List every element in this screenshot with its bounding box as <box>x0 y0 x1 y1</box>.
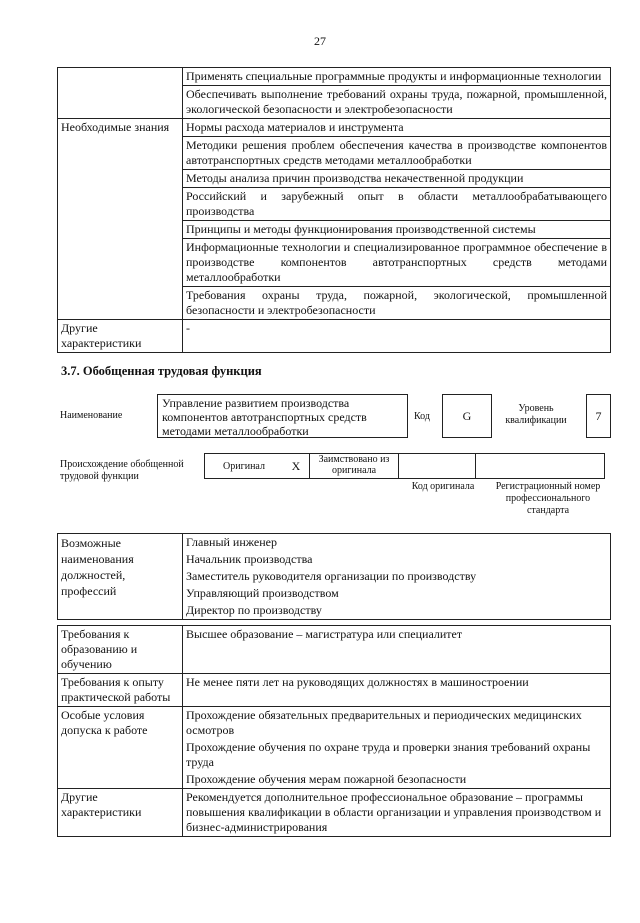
section-title: 3.7. Обобщенная трудовая функция <box>61 364 262 378</box>
original-cell: Оригинал <box>205 454 284 479</box>
table-row <box>58 626 611 674</box>
name-label: Наименование <box>60 410 123 421</box>
table-cell: Требования охраны труда, пожарной, экологической, промышленной безопасности и электробезопасности <box>183 287 611 320</box>
table-row <box>58 534 611 552</box>
level-label: Уровень квалификации <box>505 403 567 426</box>
positions-label: Возможные наименования должностей, профессий <box>58 534 183 620</box>
position-item: Начальник производства <box>183 551 611 568</box>
skills-knowledge-table <box>57 67 611 353</box>
table-cell: Обеспечивать выполнение требований охраны труда, пожарной, промышленной, экологической безопасности и электробезопасности <box>183 86 611 119</box>
positions-table <box>57 533 611 620</box>
table-row <box>58 707 611 740</box>
admission-line: Прохождение обязательных предварительных и периодических медицинских осмотров <box>183 707 611 740</box>
reg-number-caption: Регистрационный номер профессионального стандарта <box>495 481 601 516</box>
education-label: Требования к образованию и обучению <box>58 626 183 674</box>
experience-label: Требования к опыту практической работы <box>58 674 183 707</box>
position-item: Управляющий производством <box>183 585 611 602</box>
table-cell: Нормы расхода материалов и инструмента <box>183 119 611 137</box>
table-cell: Применять специальные программные продукты и информационные технологии <box>183 68 611 86</box>
table-cell: Информационные технологии и специализированное программное обеспечение в производстве компонентов автотранспортных средств методами металлообработки <box>183 239 611 287</box>
borrowed-cell: Заимствовано из оригинала <box>310 454 399 479</box>
requirements-table <box>57 625 611 837</box>
position-item: Директор по производству <box>183 602 611 620</box>
code-value-box: G <box>442 394 492 438</box>
reg-number-cell <box>476 454 605 479</box>
table-cell: Российский и зарубежный опыт в области металлообрабатывающего производства <box>183 188 611 221</box>
row-label-knowledge: Необходимые знания <box>58 119 183 320</box>
table-row <box>58 320 611 353</box>
table-cell: Принципы и методы функционирования производственной системы <box>183 221 611 239</box>
origin-table <box>204 453 605 479</box>
code-original-caption: Код оригинала <box>411 481 475 492</box>
table-row <box>205 454 605 479</box>
code-label: Код <box>414 411 430 422</box>
code-original-cell <box>399 454 476 479</box>
table-cell: Методики решения проблем обеспечения качества в производстве компонентов автотранспортных средств методами металлообработки <box>183 137 611 170</box>
table-cell: - <box>183 320 611 353</box>
admission-line: Прохождение обучения мерам пожарной безопасности <box>183 771 611 789</box>
education-value: Высшее образование – магистратура или специалитет <box>183 626 611 674</box>
table-cell: Методы анализа причин производства некачественной продукции <box>183 170 611 188</box>
original-mark: X <box>283 454 310 479</box>
origin-label: Происхождение обобщенной трудовой функции <box>60 459 184 482</box>
other-label: Другие характеристики <box>58 789 183 837</box>
position-item: Заместитель руководителя организации по производству <box>183 568 611 585</box>
admission-label: Особые условия допуска к работе <box>58 707 183 789</box>
admission-line: Прохождение обучения по охране труда и проверки знания требований охраны труда <box>183 739 611 771</box>
table-row <box>58 674 611 707</box>
position-item: Главный инженер <box>183 534 611 552</box>
experience-value: Не менее пяти лет на руководящих должностях в машиностроении <box>183 674 611 707</box>
function-name-box: Управление развитием производства компонентов автотранспортных средств методами металлообработки <box>157 394 408 438</box>
page-number: 27 <box>314 34 326 48</box>
row-label <box>58 68 183 119</box>
row-label-other: Другие характеристики <box>58 320 183 353</box>
table-row <box>58 68 611 86</box>
other-value: Рекомендуется дополнительное профессиональное образование – программы повышения квалификации в области организации и управления производством и бизнес-администрирования <box>183 789 611 837</box>
level-value-box: 7 <box>586 394 611 438</box>
table-row <box>58 789 611 837</box>
table-row <box>58 119 611 137</box>
